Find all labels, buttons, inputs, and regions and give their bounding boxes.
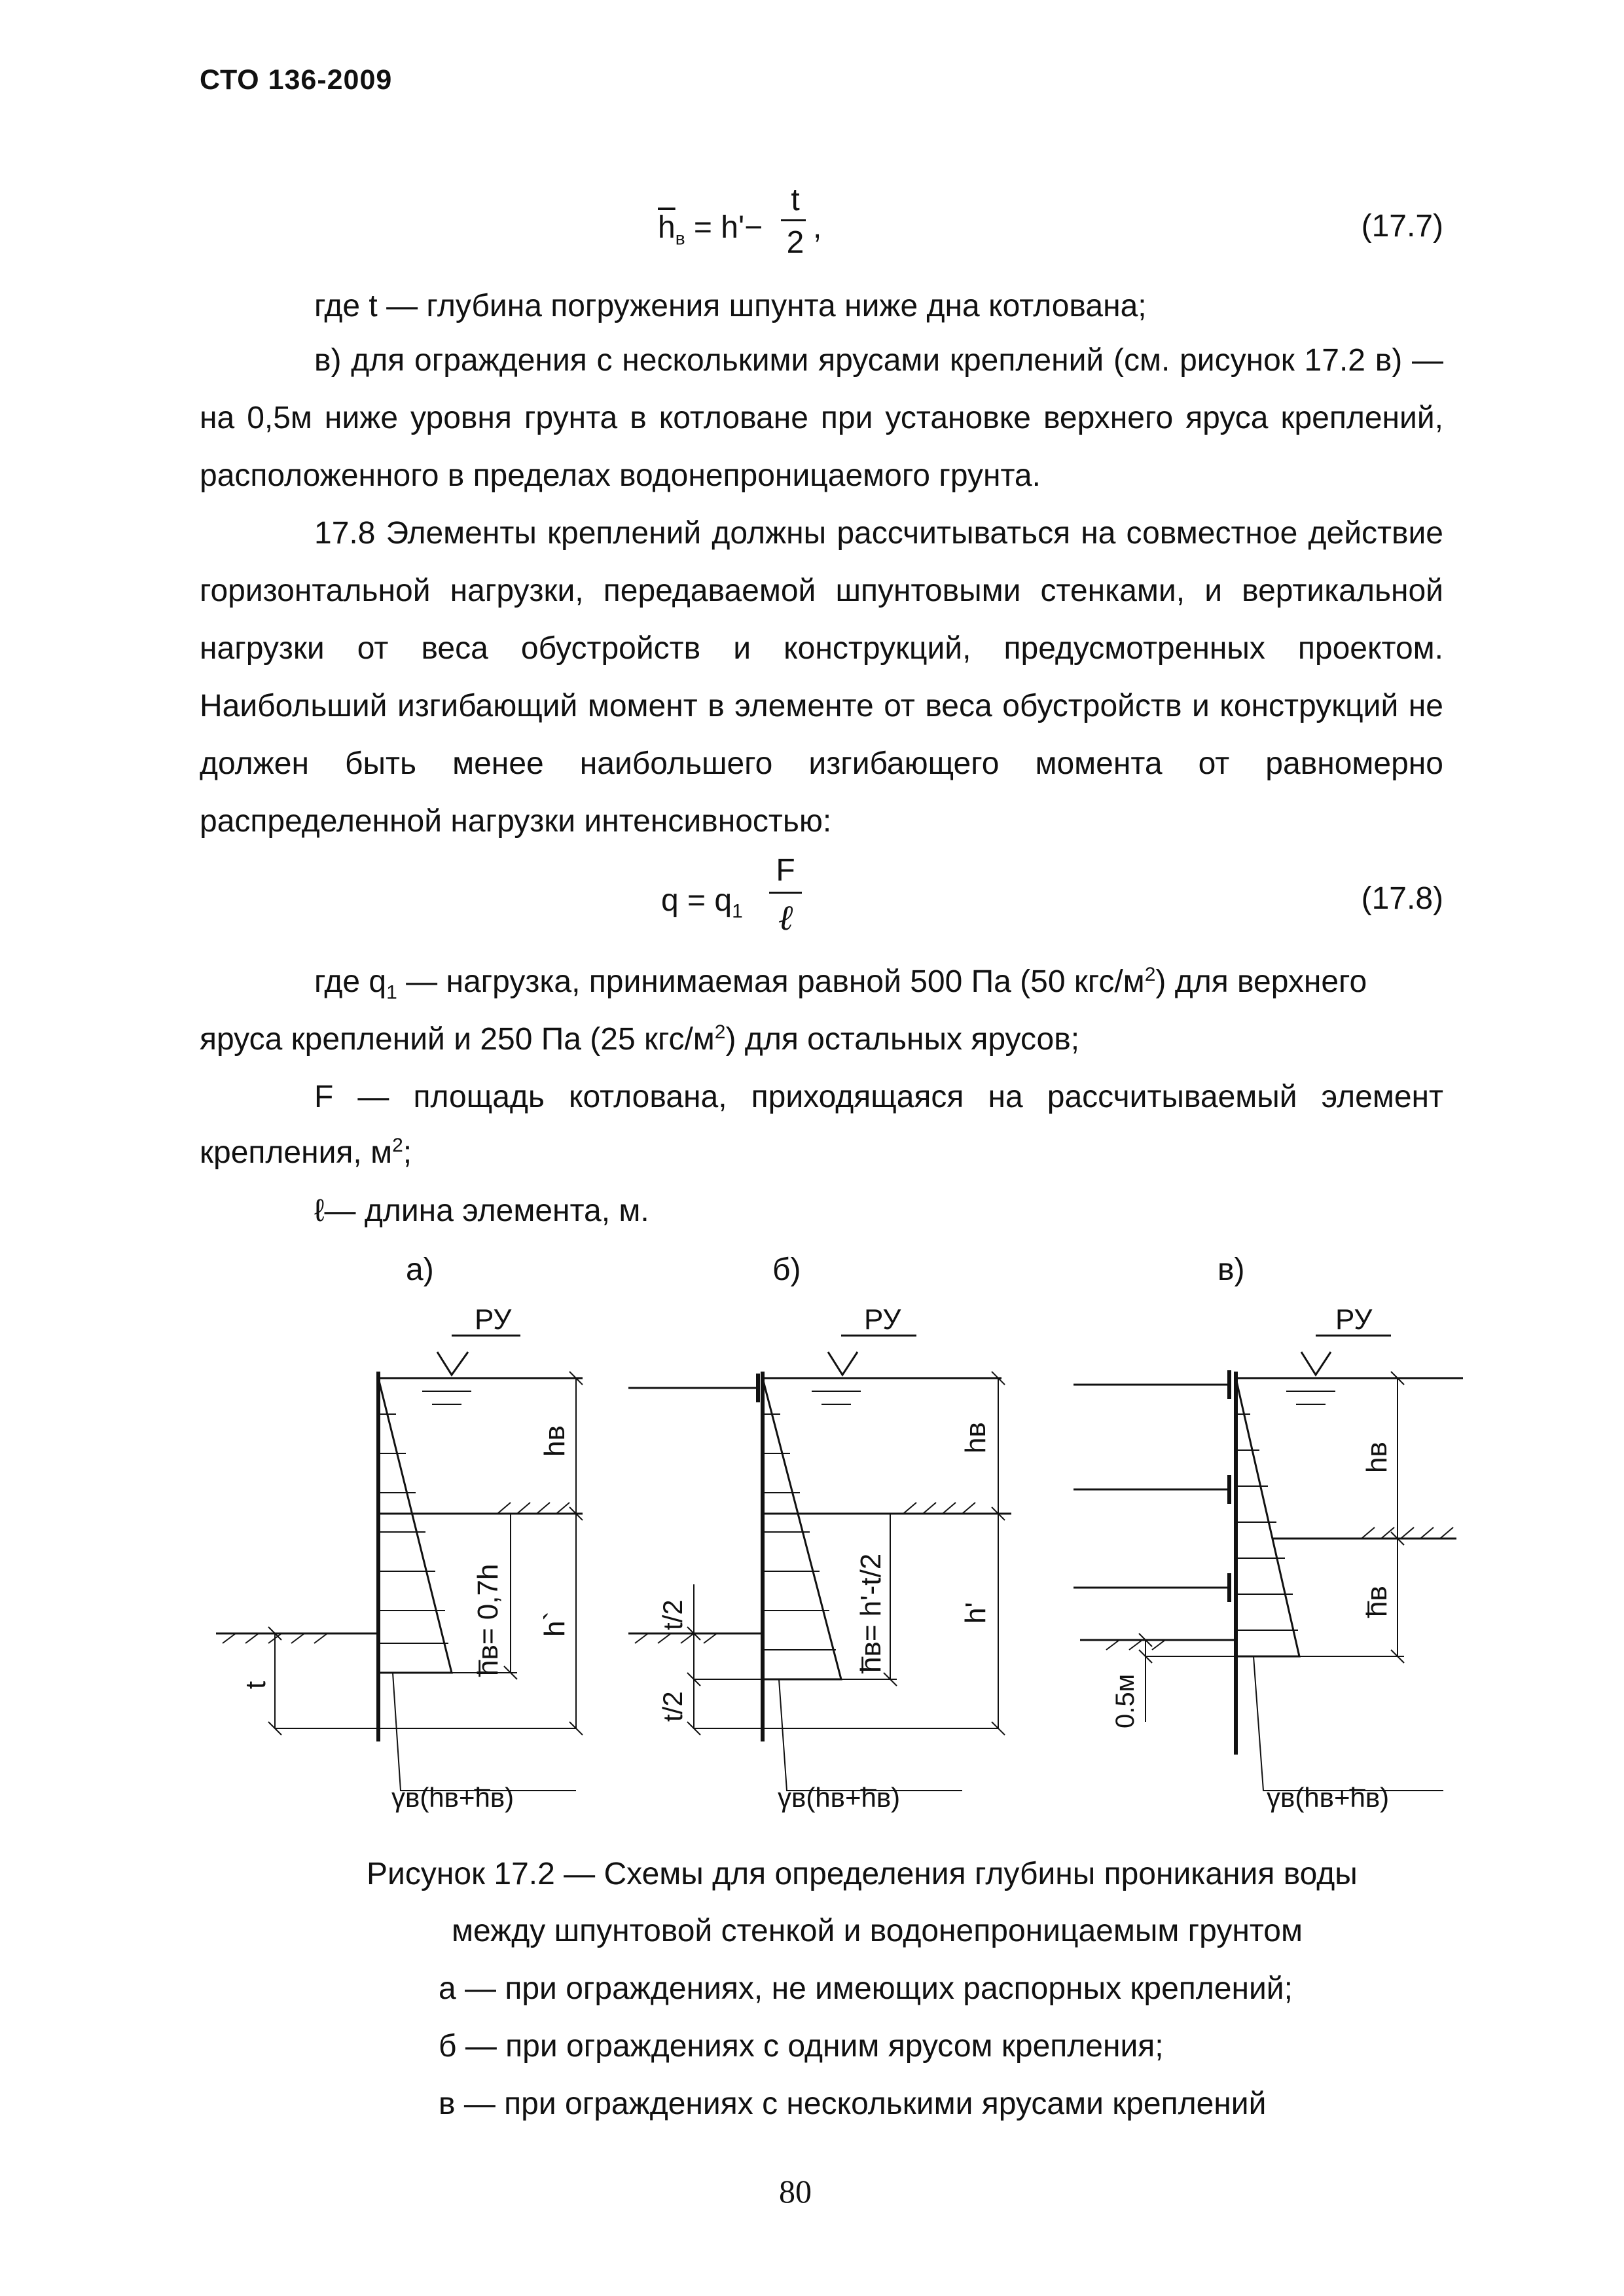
panel-b-hb: hв — [960, 1422, 992, 1453]
panel-a-ru: РУ — [475, 1303, 512, 1336]
panel-c-d05: 0.5м — [1111, 1673, 1140, 1728]
panel-c-hbar: h̅в — [1361, 1586, 1393, 1617]
definition-q1-continued: яруса креплений и 250 Па (25 кгс/$м^2$) для остальных ярусов; — [200, 1021, 1080, 1057]
panel-a-hbar: h̅в= 0,7h — [472, 1563, 504, 1676]
panel-b-label: б) — [772, 1252, 801, 1287]
formula-numerator: t — [791, 183, 800, 217]
formula-lhs-sub: 1 — [732, 900, 743, 922]
panel-b-hprime: h' — [960, 1602, 992, 1624]
document-code: СТО 136-2009 — [200, 64, 393, 96]
formula-numerator: F — [776, 853, 795, 888]
panel-b-ru: РУ — [864, 1303, 901, 1336]
definition-F-continued: крепления, $м^2$; — [200, 1135, 412, 1170]
equation-number-17-8: (17.8) — [1361, 881, 1443, 916]
panel-c-label: в) — [1218, 1252, 1245, 1287]
panel-b-t2-upper: t/2 — [657, 1599, 688, 1630]
formula-lhs-sub: в — [675, 228, 685, 249]
formula-lhs: q = q — [661, 883, 732, 918]
formula-lhs: $\overline{h}$ — [658, 210, 676, 245]
panel-a-gamma: γв(hв+h̅в) — [391, 1782, 514, 1813]
figure-caption-line-1: Рисунок 17.2 — Схемы для определения глубины проникания воды — [367, 1857, 1358, 1891]
item-v-paragraph: в) для ограждения с несколькими ярусами креплений (см. рисунок 17.2 в) — на 0,5м ниже уровня грунта в котловане при установке верхнего яруса креплений, расположенного в пределах водонепроницаемого грунта. — [200, 343, 1443, 493]
formula-denominator: 2 — [786, 225, 804, 260]
panel-b-hbar: h̅в= h'-t/2 — [855, 1553, 887, 1673]
panel-b-t2-lower: t/2 — [657, 1691, 688, 1722]
formula-denominator: ℓ — [778, 897, 793, 938]
panel-a-t: t — [240, 1681, 272, 1689]
clause-17-8-paragraph: 17.8 Элементы креплений должны рассчитываться на совместное действие горизонтальной нагрузки, передаваемой шпунтовыми стенками, и вертикальной нагрузки от веса обустройств и конструкций, предусмотренных проектом. Наибольший изгибающий момент в элементе от веса обустройств и конструкций не должен быть менее наибольшего изгибающего момента от равномерно распределенной нагрузки интенсивностью: — [200, 516, 1443, 839]
panel-c-gamma: γв(hв+h̅в) — [1267, 1782, 1390, 1813]
page-number: 80 — [779, 2173, 812, 2210]
panel-a-label: а) — [406, 1252, 434, 1287]
panel-a-diagram — [216, 1336, 583, 1791]
definition-t: где t — глубина погружения шпунта ниже дна котлована; — [314, 289, 1147, 323]
figure-caption-line-5: в — при ограждениях с несколькими ярусами креплений — [439, 2086, 1267, 2121]
figure-caption-line-4: б — при ограждениях с одним ярусом крепления; — [439, 2029, 1164, 2064]
definition-F: F — площадь котлована, приходящаяся на рассчитываемый элемент — [314, 1080, 1443, 1114]
panel-c-ru: РУ — [1335, 1303, 1373, 1336]
panel-a-hprime: h` — [539, 1611, 571, 1637]
definition-l: ℓ— длина элемента, м. — [314, 1194, 649, 1228]
definition-q1: где $q_1$ — нагрузка, принимаемая равной 500 Па (50 кгс/$м^2$) для верхнего — [314, 964, 1367, 1004]
figure-caption-line-2: между шпунтовой стенкой и водонепроницаемым грунтом — [452, 1914, 1303, 1948]
panel-a-hb: hв — [539, 1425, 571, 1457]
formula-rhs: = h'− — [693, 210, 763, 245]
panel-c-hb: hв — [1361, 1442, 1393, 1473]
equation-number-17-7: (17.7) — [1361, 209, 1443, 244]
figure-caption-line-3: а — при ограждениях, не имеющих распорных креплений; — [439, 1971, 1293, 2006]
formula-tail: , — [813, 210, 822, 245]
panel-b-gamma: γв(hв+h̅в) — [778, 1782, 901, 1813]
